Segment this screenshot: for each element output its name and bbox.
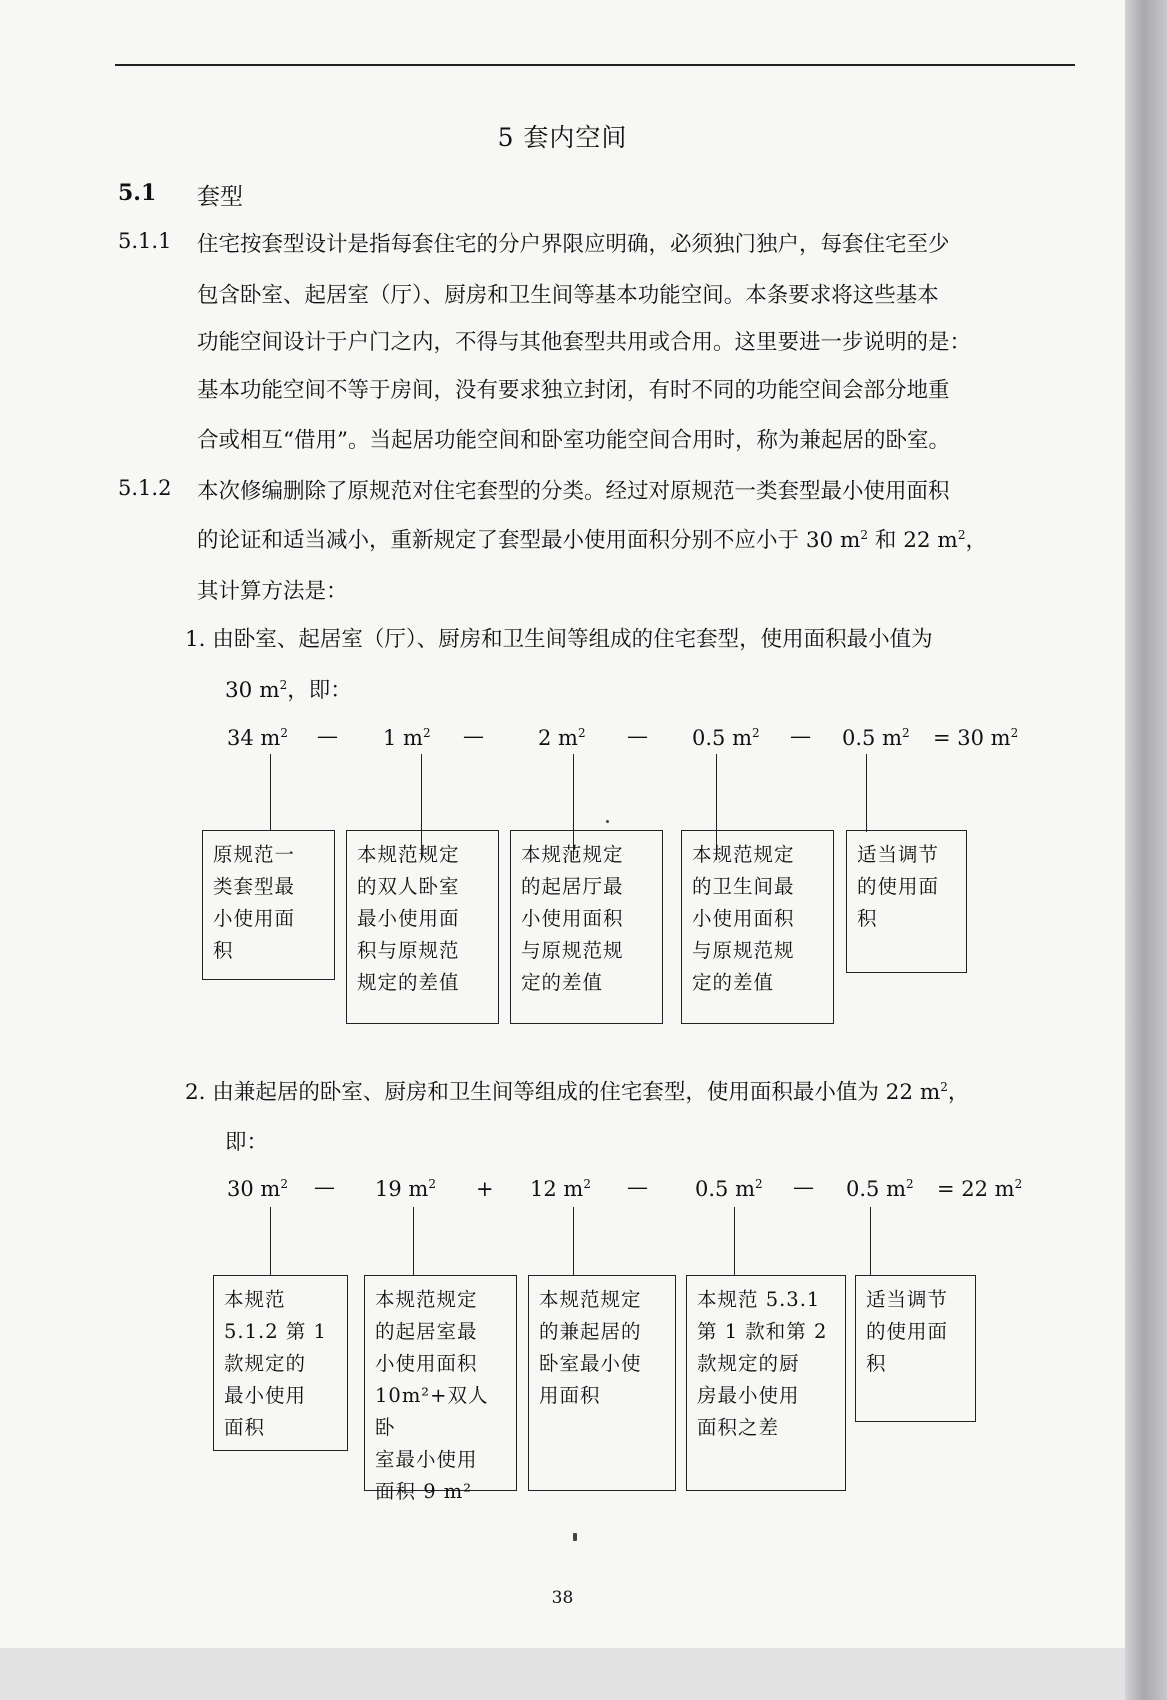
clause-512-line: 的论证和适当减小，重新规定了套型最小使用面积分别不应小于 30 $m^2$ 和 22 $m^2$， — [197, 527, 987, 553]
explanation-box: 本规范 5.3.1 第 1 款和第 2 款规定的厨 房最小使用 面积之差 — [686, 1275, 846, 1491]
formula-operator: — — [627, 724, 648, 748]
item-2-continuation: 即： — [225, 1130, 269, 1155]
formula-operator: — — [463, 724, 484, 748]
clause-511-line: 基本功能空间不等于房间，没有要求独立封闭，有时不同的功能空间会部分地重 — [197, 378, 950, 403]
clause-511-line: 住宅按套型设计是指每套住宅的分户界限应明确，必须独门独户，每套住宅至少 — [197, 232, 950, 257]
formula-term: 19 $m^2$ — [375, 1177, 436, 1201]
scan-right-edge — [1125, 0, 1167, 1700]
item-1-continuation: 30 $m^2$，即： — [225, 677, 352, 703]
explanation-box: 原规范一 类套型最 小使用面 积 — [202, 830, 335, 980]
item-2-text: 2. 由兼起居的卧室、厨房和卫生间等组成的住宅套型，使用面积最小值为 22 $m^2$， — [185, 1079, 970, 1105]
explanation-box: 本规范规定 的兼起居的 卧室最小使 用面积 — [528, 1275, 676, 1491]
formula-term: 0.5 $m^2$ — [692, 726, 760, 750]
clause-number-512: 5.1.2 — [118, 476, 172, 500]
clause-511-line: 功能空间设计于户门之内，不得与其他套型共用或合用。这里要进一步说明的是： — [197, 330, 972, 355]
formula-operator: + — [476, 1177, 494, 1201]
clause-number-511: 5.1.1 — [118, 229, 172, 253]
connector-line — [270, 754, 271, 830]
connector-line — [413, 1207, 414, 1275]
formula-operator: — — [314, 1175, 335, 1199]
explanation-box: 适当调节 的使用面 积 — [855, 1275, 976, 1422]
scan-speck — [606, 820, 609, 823]
explanation-box: 本规范 5.1.2 第 1 款规定的 最小使用 面积 — [213, 1275, 348, 1451]
explanation-box: 本规范规定 的卫生间最 小使用面积 与原规范规 定的差值 — [681, 830, 834, 1024]
scan-speck — [573, 1533, 577, 1541]
explanation-box: 适当调节 的使用面 积 — [846, 830, 967, 973]
header-rule — [115, 64, 1075, 66]
item-1-text: 1. 由卧室、起居室（厅）、厨房和卫生间等组成的住宅套型，使用面积最小值为 — [185, 627, 933, 652]
formula-operator: — — [317, 724, 338, 748]
formula-operator: — — [793, 1175, 814, 1199]
formula-term: 0.5 $m^2$ — [842, 726, 910, 750]
clause-511-line: 合或相互“借用”。当起居功能空间和卧室功能空间合用时，称为兼起居的卧室。 — [197, 428, 950, 453]
explanation-box: 本规范规定 的起居厅最 小使用面积 与原规范规 定的差值 — [510, 830, 663, 1024]
clause-512-line: 本次修编删除了原规范对住宅套型的分类。经过对原规范一类套型最小使用面积 — [197, 479, 950, 504]
formula-term: 0.5 $m^2$ — [846, 1177, 914, 1201]
connector-line — [573, 1207, 574, 1275]
formula-term: 1 $m^2$ — [383, 726, 431, 750]
section-title: 套型 — [197, 184, 243, 210]
formula-term: 12 $m^2$ — [530, 1177, 591, 1201]
formula-term: 34 $m^2$ — [227, 726, 288, 750]
clause-512-line: 其计算方法是： — [197, 579, 348, 604]
page-number: 38 — [551, 1588, 574, 1608]
chapter-title: 5 套内空间 — [497, 123, 628, 152]
section-number: 5.1 — [118, 180, 157, 206]
explanation-box: 本规范规定 的双人卧室 最小使用面 积与原规范 规定的差值 — [346, 830, 499, 1024]
connector-line — [866, 754, 867, 832]
formula-result: = 22 $m^2$ — [937, 1177, 1023, 1201]
formula-term: 30 $m^2$ — [227, 1177, 288, 1201]
formula-operator: — — [627, 1175, 648, 1199]
formula-operator: — — [790, 724, 811, 748]
formula-result: = 30 $m^2$ — [933, 726, 1019, 750]
explanation-box: 本规范规定 的起居室最 小使用面积 10m²+双人卧 室最小使用 面积 9 m² — [364, 1275, 517, 1491]
scan-bottom-edge — [0, 1648, 1125, 1700]
clause-511-line: 包含卧室、起居室（厅）、厨房和卫生间等基本功能空间。本条要求将这些基本 — [197, 283, 939, 308]
connector-line — [870, 1207, 871, 1275]
connector-line — [734, 1207, 735, 1275]
connector-line — [270, 1207, 271, 1275]
formula-term: 0.5 $m^2$ — [695, 1177, 763, 1201]
formula-term: 2 $m^2$ — [538, 726, 586, 750]
